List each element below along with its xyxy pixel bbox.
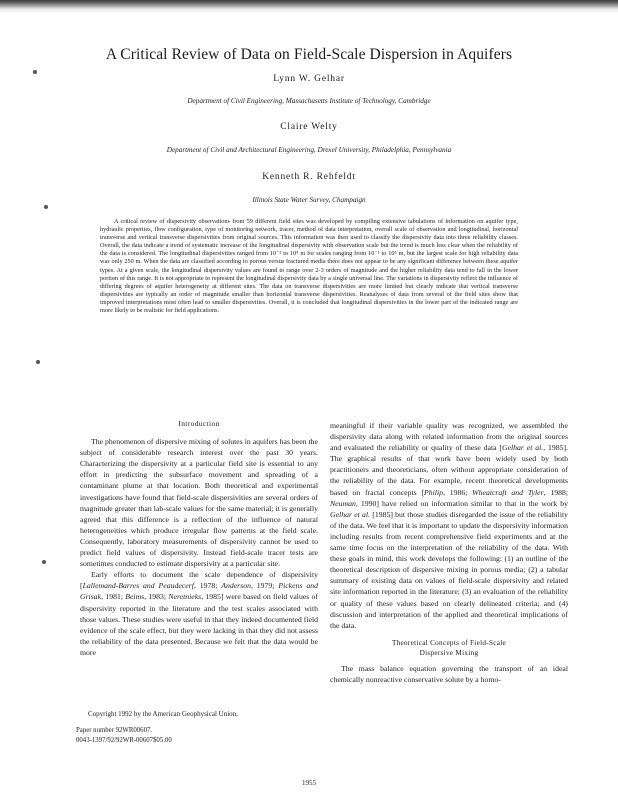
author-name: Claire Welty: [280, 122, 338, 132]
citation: Wheatcraft and Tyler: [472, 487, 544, 497]
citation: Beims: [125, 592, 145, 602]
author-name: Kenneth R. Rehfeldt: [262, 172, 356, 182]
author-affiliation: Department of Civil Engineering, Massachusetts Institute of Technology, Cambridge: [187, 97, 431, 105]
left-column: [80, 418, 318, 658]
paper-title: A Critical Review of Data on Field-Scale Dispersion in Aquifers: [105, 46, 513, 63]
author-affiliation: Department of Civil and Architectural Engineering, Drexel University, Philadelphia, Pennsylvania: [166, 146, 452, 154]
body-paragraph: The mass balance equation governing the transport of an ideal chemically nonreactive conservative solute by a homo-: [330, 663, 568, 684]
page-number: 1955: [302, 779, 316, 787]
section-heading-theoretical-concepts: Theoretical Concepts of Field-Scale Dispersive Mixing: [391, 638, 507, 657]
citation: Lallemand-Barres and Peaudecerf: [82, 581, 194, 591]
body-paragraph: Early efforts to document the scale dependence of dispersivity [Lallemand-Barres and Peaudecerf, 1978; Anderson, 1979; Pickens and Grisak, 1981; Beims, 1983; Neretnieks, 1985] were based on field values of dispersivity reported in the literature and the test scales associated with those values. These studies were useful in that they indeed documented field evidence of the scale effect, but they were lacking in that they did not assess the reliability of the data presented. Because we felt that the data would be more: [80, 570, 319, 657]
citation: Neuman: [330, 498, 356, 508]
abstract: A critical review of dispersivity observations from 59 different field sites was developed by compiling extensive tabulations of information on aquifer type, hydraulic properties, flow configuration, type of monitoring network, tracer, method of data interpretation, overall scale of observation and longitudinal, horizontal transverse and vertical transverse dispersivities from original sources. This information was then used to classify the dispersivity data into three reliability classes. Overall, the data indicate a trend of systematic increase of the longitudinal dispersivity with observation scale but the trend is much less clear when the reliability of the data is considered. The longitudinal dispersivities ranged from 10⁻² to 10⁴ m for scales ranging from 10⁻¹ to 10⁵ m, but the largest scale for high reliability data was only 250 m. When the data are classified according to porous versus fractured media there does not appear to be any significant difference between these aquifer types. At a given scale, the longitudinal dispersivity values are found to range over 2-3 orders of magnitude and the higher reliability data tend to fall in the lower portion of this range. It is not appropriate to represent the longitudinal dispersivity data by a single universal line. The variations in dispersivity reflect the influence of differing degrees of aquifer heterogeneity at different sites. The data on transverse dispersivities are more limited but clearly indicate that vertical transverse dispersivities are typically an order of magnitude smaller than horizontal transverse dispersivities. Reanalyses of data from several of the field sites show that improved interpretations most often lead to smaller dispersivities. Overall, it is concluded that longitudinal dispersivities in the lower part of the indicated range are more likely to be realistic for field applications.: [100, 218, 518, 315]
author-name: Lynn W. Gelhar: [273, 74, 345, 84]
body-paragraph: The phenomenon of dispersive mixing of solutes in aquifers has been the subject of considerable research interest over the past 30 years. Characterizing the dispersivity at a particular field site is essential to any effort in predicting the subsurface movement and spreading of a contaminant plume at that location. Both theoretical and experimental investigations have found that field-scale dispersivities are several orders of magnitude greater than lab-scale values for the same material; it is generally agreed that this difference is a reflection of the influence of natural heterogeneities which produce irregular flow patterns at the field scale. Consequently, laboratory measurements of dispersivity cannot be used to predict field values of dispersivity. Instead field-scale tracer tests are sometimes conducted to estimate dispersivity at a particular site.: [80, 437, 318, 569]
paper-identifier: [76, 726, 172, 745]
scan-speck: [44, 205, 48, 209]
copyright-notice: Copyright 1992 by the American Geophysical Union.: [88, 710, 238, 718]
scan-speck: [36, 360, 40, 364]
citation: Neretnieks: [168, 592, 202, 602]
citation: Anderson: [221, 581, 251, 591]
citation: Philip: [424, 487, 443, 497]
paper-number: Paper number 92WR00607.: [76, 727, 153, 734]
scan-speck: [42, 560, 46, 564]
right-column: [330, 420, 568, 685]
citation: Gelhar et al.: [330, 509, 370, 519]
citation: Pickens and Grisak: [80, 581, 318, 602]
citation: Gelhar et al.: [501, 443, 544, 453]
scan-shadow: [0, 0, 618, 14]
issn-code: 0043-1397/92/92WR-00607$05.00: [76, 736, 172, 744]
body-paragraph: meaningful if their variable quality was recognized, we assembled the dispersivity data along with related information from the original sources and evaluated the reliability or quality of these data [Gelhar et al., 1985]. The graphical results of that work have been widely used by both practitioners and theoreticians, often without appropriate consideration of the reliability of the data. For example, recent theoretical developments based on fractal concepts [Philip, 1986; Wheatcraft and Tyler, 1988; Neuman, 1990] have relied on information similar to that in the work by Gelhar et al. [1985] but those studies disregarded the issue of the reliability of the data. We feel that it is important to update the dispersivity information including results from recent comprehensive field experiments and at the same time focus on the interpretation of the reliability of the data. With these goals in mind, this work develops the following: (1) an outline of the theoretical description of dispersive mixing in porous media; (2) a tabular summary of existing data on values of field-scale dispersivity and related site information reported in the literature; (3) an evaluation of the reliability or quality of these values based on clearly delineated criteria; and (4) discussion and interpretation of the applied and theoretical implications of the data.: [330, 421, 569, 630]
author-affiliation: Illinois State Water Survey, Champaign: [252, 196, 366, 204]
section-heading-introduction: Introduction: [178, 419, 220, 428]
